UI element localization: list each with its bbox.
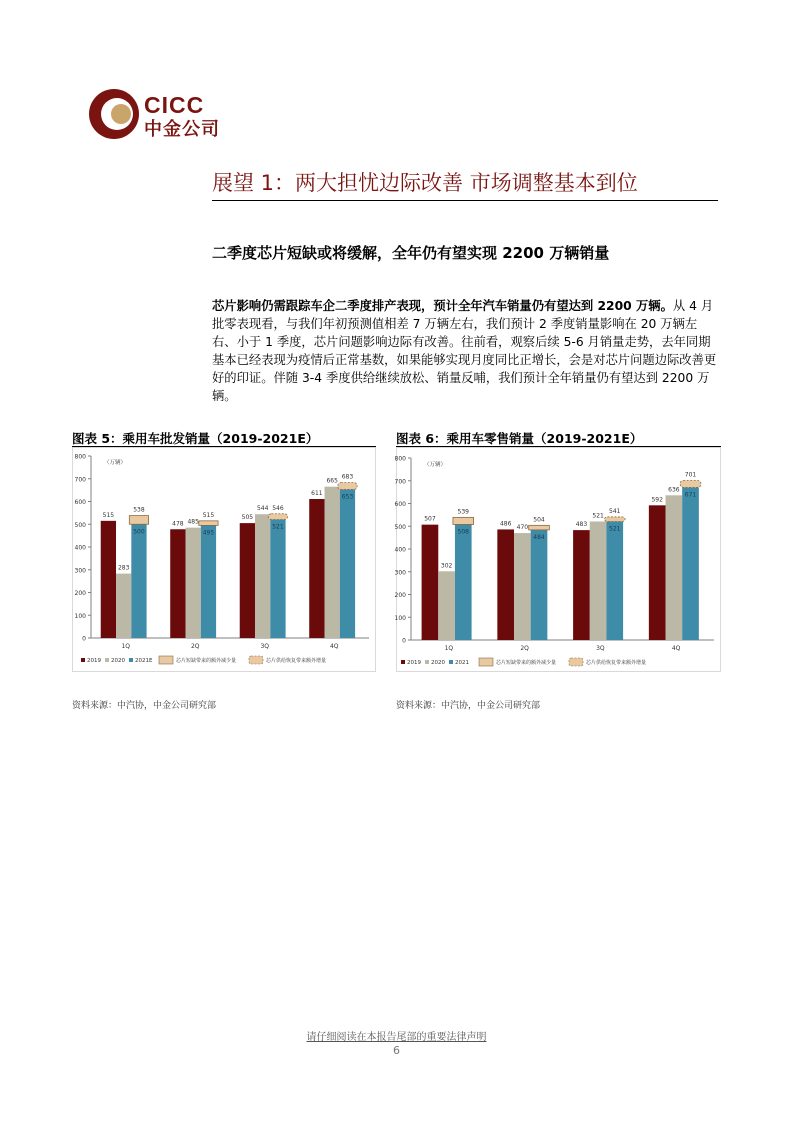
chart-5-category-label: 1Q: [121, 643, 131, 650]
chart-5-y-tick-label: 400: [74, 544, 86, 552]
chart-6: [394, 448, 720, 671]
chart-5-legend-swatch: [105, 658, 109, 662]
chart-6-bar-2020-1Q: [438, 571, 455, 640]
chart-5-bar-2021E-4Q: [340, 489, 355, 638]
chart-5-data-label: 500: [133, 528, 145, 536]
chart-5-bar-2021E-1Q: [131, 524, 146, 638]
chart-6-recovery-box-4Q: [680, 481, 701, 488]
subheading: 二季度芯片短缺或将缓解，全年仍有望实现 2200 万辆销量: [212, 244, 610, 262]
section-title: 展望 1：两大担忧边际改善 市场调整基本到位: [212, 171, 638, 195]
chart-6-category-label: 1Q: [444, 645, 454, 652]
chart-5-bar-2020-4Q: [325, 487, 340, 638]
chart-5-y-tick-label: 100: [74, 612, 86, 620]
chart-5-legend-label: 2021E: [135, 658, 153, 664]
chart-6-extra-label: 539: [457, 508, 469, 516]
chart-5-bar-2020-1Q: [116, 574, 131, 638]
paragraph-lead: 芯片影响仍需跟踪车企二季度排产表现，预计全年汽车销量仍有望达到 2200 万辆。: [212, 299, 673, 313]
chart-5-unit-label: （万辆）: [104, 460, 127, 466]
chart-5-y-tick-label: 200: [74, 590, 86, 597]
chart-6-category-label: 2Q: [520, 645, 529, 652]
chart-5-y-tick-label: 500: [74, 521, 86, 529]
chart-6-data-label: 671: [684, 491, 697, 499]
chart-5-bar-2020-2Q: [186, 528, 201, 638]
chart-5-title: 图表 5：乘用车批发销量（2019-2021E）: [72, 431, 319, 446]
chart-5-bar-2019-1Q: [101, 521, 116, 638]
chart-6-bar-2021-2Q: [531, 530, 548, 640]
chart-6-legend-swatch: [569, 658, 583, 666]
chart-6-extra-label: 504: [533, 516, 545, 524]
chart-6-bar-2019-1Q: [422, 525, 439, 640]
chart-6-y-tick-label: 700: [394, 478, 406, 486]
footer-disclaimer-text: 请仔细阅读在本报告尾部的重要法律声明: [306, 1032, 487, 1043]
chart-6-data-label: 636: [668, 486, 680, 494]
chart-6-bar-2019-2Q: [497, 529, 514, 640]
chart-6-y-tick-label: 400: [394, 546, 406, 554]
chart-6-bar-2020-3Q: [590, 521, 607, 640]
chart-6-legend-swatch: [449, 660, 453, 664]
chart-6-legend-label: 芯片短缺带来的额外减少量: [496, 660, 557, 666]
title-divider: [212, 200, 718, 201]
chart-6-unit-label: （万辆）: [424, 462, 447, 468]
chart-6-recovery-box-3Q: [604, 517, 625, 522]
chart-6-bar-2021-4Q: [682, 487, 699, 640]
chart-5-data-label: 665: [326, 477, 338, 485]
chart-5-data-label: 521: [272, 523, 284, 531]
chart-5-extra-label: 515: [202, 511, 215, 519]
body-paragraph: [212, 297, 718, 405]
chart-5-data-label: 485: [187, 518, 199, 526]
chart-6-legend-label: 2019: [407, 660, 421, 666]
chart-5-shortage-box-1Q: [129, 516, 148, 525]
chart-6-data-label: 470: [516, 524, 529, 532]
chart-5-recovery-box-4Q: [338, 483, 357, 490]
chart-5-legend-label: 芯片供给恢复带来额外增量: [266, 658, 327, 664]
chart-6-legend-swatch: [401, 660, 405, 664]
chart-6-y-tick-label: 600: [394, 501, 406, 508]
logo-text-cn: 中金公司: [144, 119, 220, 140]
cicc-logo-mark-icon: [88, 88, 140, 140]
chart-6-data-label: 521: [592, 512, 604, 520]
chart-5-source: 资料来源：中汽协，中金公司研究部: [72, 701, 217, 711]
chart-6-y-tick-label: 100: [394, 614, 406, 622]
chart-5-legend-swatch: [249, 656, 263, 664]
chart-6-extra-label: 541: [609, 507, 621, 515]
chart-5-legend-label: 2020: [111, 658, 125, 664]
chart-6-data-label: 507: [424, 515, 436, 523]
chart-6-y-tick-label: 200: [394, 592, 406, 599]
chart-5-data-label: 495: [202, 529, 215, 537]
chart-6-data-label: 486: [499, 520, 512, 528]
chart-6-category-label: 3Q: [596, 645, 605, 652]
chart-5-bar-2019-2Q: [170, 529, 185, 638]
chart-6-y-tick-label: 800: [394, 455, 406, 463]
chart-5-category-label: 3Q: [260, 643, 270, 650]
chart-6-y-tick-label: 500: [394, 523, 406, 531]
chart-5-legend-label: 2019: [87, 658, 101, 664]
chart-6-y-tick-label: 0: [402, 637, 406, 645]
chart-6-data-label: 521: [609, 525, 621, 533]
chart-5-bar-2021E-3Q: [270, 519, 285, 638]
chart-5-category-label: 2Q: [190, 643, 200, 650]
chart-5-bar-2019-3Q: [240, 523, 255, 638]
chart-5-data-label: 611: [311, 489, 323, 497]
chart-5-data-label: 515: [102, 511, 115, 519]
chart-6-legend-label: 2020: [431, 660, 445, 666]
cicc-logo: [88, 88, 228, 142]
chart-6-bar-2020-4Q: [666, 495, 683, 640]
chart-6-legend-swatch: [425, 660, 429, 664]
chart-6-category-label: 4Q: [671, 645, 681, 652]
chart-6-legend-label: 2021: [455, 660, 469, 666]
chart-6-source: 资料来源：中汽协，中金公司研究部: [396, 701, 541, 711]
chart-5-y-tick-label: 800: [74, 453, 86, 461]
chart-6-title: 图表 6：乘用车零售销量（2019-2021E）: [396, 431, 643, 446]
chart-5-extra-label: 538: [133, 506, 145, 514]
chart-6-legend-swatch: [479, 658, 493, 666]
chart-6-data-label: 484: [533, 533, 545, 541]
chart-5-shortage-box-2Q: [199, 521, 218, 526]
chart-6-bar-2020-2Q: [514, 533, 531, 640]
chart-5-frame: [72, 447, 376, 672]
chart-6-data-label: 302: [440, 562, 453, 570]
chart-6-shortage-box-2Q: [529, 525, 550, 530]
chart-6-bar-2019-3Q: [573, 530, 590, 640]
chart-6-legend-label: 芯片供给恢复带来额外增量: [586, 660, 647, 666]
chart-5: [73, 448, 375, 671]
chart-5-category-label: 4Q: [329, 643, 339, 650]
chart-6-data-label: 483: [575, 521, 588, 529]
chart-5-data-label: 505: [241, 514, 254, 522]
chart-6-bar-2019-4Q: [649, 505, 666, 640]
chart-5-extra-label: 546: [272, 504, 284, 512]
chart-5-recovery-box-3Q: [268, 514, 287, 520]
chart-5-data-label: 283: [117, 564, 130, 572]
chart-5-data-label: 478: [172, 520, 184, 528]
page-number: 6: [393, 1044, 400, 1057]
chart-6-shortage-box-1Q: [453, 517, 474, 524]
chart-6-y-tick-label: 300: [394, 569, 406, 577]
chart-6-frame: [396, 447, 721, 672]
chart-5-y-tick-label: 700: [74, 476, 86, 484]
chart-5-bar-2020-3Q: [255, 514, 270, 638]
chart-6-data-label: 508: [457, 528, 469, 536]
chart-6-extra-label: 701: [684, 471, 697, 479]
chart-6-bar-2021-3Q: [606, 521, 623, 640]
chart-5-legend-swatch: [159, 656, 173, 664]
paragraph-body: 从 4 月批零表现看，与我们年初预测值相差 7 万辆左右，我们预计 2 季度销量影响在 20 万辆左右、小于 1 季度，芯片问题影响边际有改善。往前看，观察后续 5-6 月销量走势，去年同期基本已经表现为疫情后正常基数，如果能够实现月度同比正增长，会是对芯片问题边际改善更好的印证。伴随 3-4 季度供给继续放松、销量反哺，我们预计全年销量仍有望达到 2200 万辆。: [212, 299, 717, 403]
chart-5-legend-swatch: [81, 658, 85, 662]
chart-6-data-label: 592: [651, 496, 663, 504]
chart-5-bar-2021E-2Q: [201, 525, 216, 638]
logo-text-en: CICC: [144, 92, 205, 118]
chart-5-y-tick-label: 300: [74, 567, 86, 575]
chart-5-bar-2019-4Q: [309, 499, 324, 638]
chart-5-y-tick-label: 600: [74, 499, 86, 506]
chart-5-data-label: 544: [256, 505, 269, 513]
chart-5-extra-label: 683: [341, 473, 354, 481]
chart-5-legend-label: 芯片短缺带来的额外减少量: [176, 658, 237, 664]
chart-5-data-label: 653: [341, 493, 354, 501]
chart-6-bar-2021-1Q: [455, 524, 472, 640]
chart-5-y-tick-label: 0: [82, 635, 86, 643]
chart-5-legend-swatch: [129, 658, 133, 662]
footer-disclaimer: [0, 1028, 793, 1043]
